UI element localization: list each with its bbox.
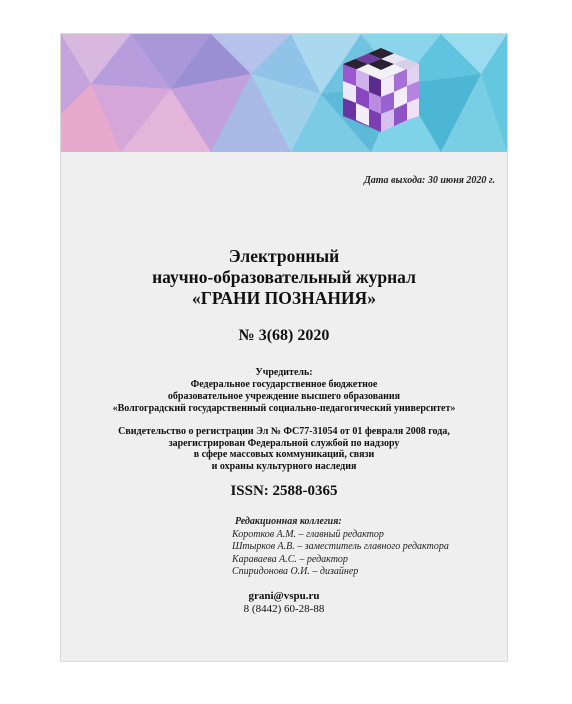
rubiks-cube-icon: [339, 44, 423, 136]
certificate-line: в сфере массовых коммуникаций, связи: [193, 449, 375, 460]
editorial-board-title: Редакционная коллегия:: [235, 516, 342, 527]
contact-email: grani@vspu.ru: [248, 590, 320, 602]
founder-line: Федеральное государственное бюджетное: [190, 379, 378, 390]
certificate-line: зарегистрирован Федеральной службой по надзору: [168, 437, 400, 449]
founder-block: [61, 367, 507, 415]
issn-number: ISSN: 2588-0365: [230, 483, 338, 499]
certificate-line: и охраны культурного наследия: [211, 460, 357, 472]
editorial-board-member: Спиридонова О.И. – дизайнер: [232, 566, 359, 577]
contact-phone: 8 (8442) 60-28-88: [243, 603, 325, 615]
journal-title-line: Электронный: [228, 246, 340, 266]
release-date: Дата выхода: 30 июня 2020 г.: [363, 175, 495, 186]
issue-number: № 3(68) 2020: [238, 327, 330, 344]
editorial-board-member: Коротков А.М. – главный редактор: [232, 528, 384, 540]
editorial-board-member: Караваева А.С. – редактор: [232, 553, 348, 565]
editorial-board: [232, 516, 449, 579]
journal-title: [61, 246, 507, 309]
founder-line: образовательное учреждение высшего образования: [167, 391, 401, 402]
header-banner: [61, 34, 507, 152]
founder-label: Учредитель:: [255, 367, 313, 378]
certificate-line: Свидетельство о регистрации Эл № ФС77-31054 от 01 февраля 2008 года,: [118, 426, 450, 437]
registration-certificate: [61, 426, 507, 472]
polygon-pattern: [61, 34, 507, 152]
journal-cover-page: [60, 33, 508, 662]
journal-title-line: научно-образовательный журнал: [152, 267, 416, 287]
editorial-board-member: Штырков А.В. – заместитель главного редактора: [232, 541, 449, 552]
journal-title-line: «ГРАНИ ПОЗНАНИЯ»: [192, 288, 376, 308]
founder-line: «Волгоградский государственный социально-педагогический университет»: [112, 403, 456, 414]
contacts: [61, 590, 507, 616]
